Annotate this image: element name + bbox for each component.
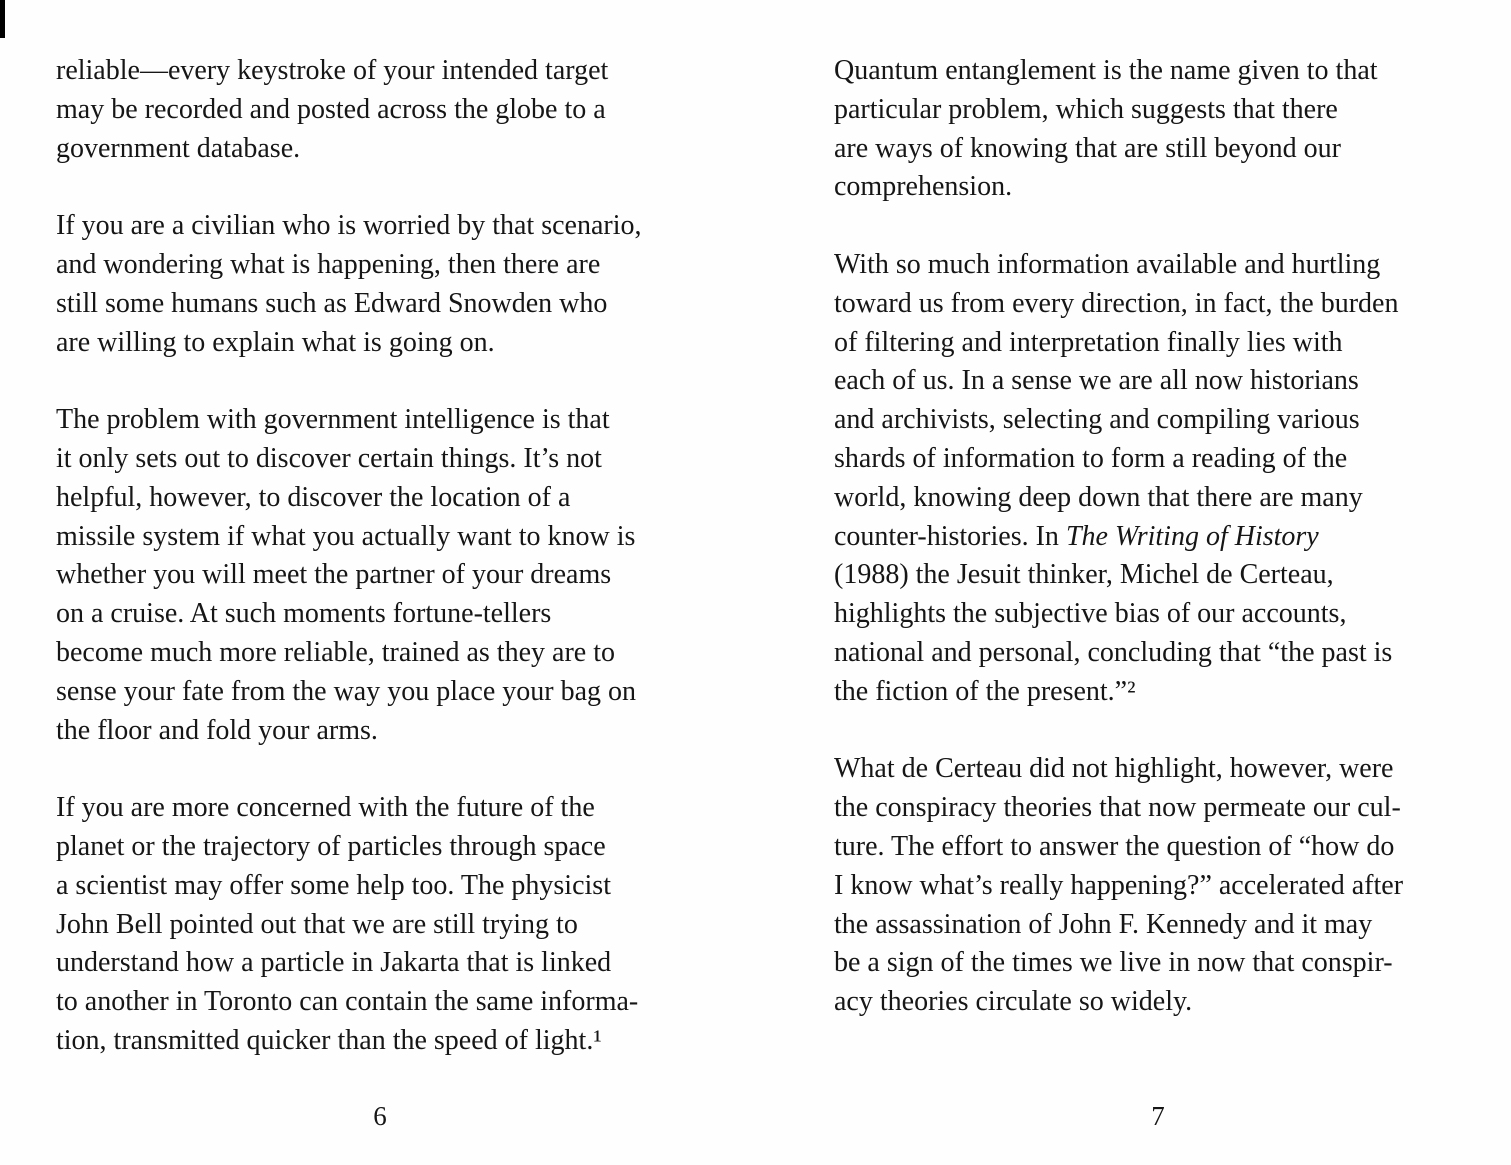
text-line: the assassination of John F. Kennedy and it may <box>834 908 1373 940</box>
text-line: John Bell pointed out that we are still trying to <box>56 908 578 940</box>
scan-edge-artifact <box>0 0 5 38</box>
page-right-text <box>834 52 1482 1022</box>
text-line: to another in Toronto can contain the same informa- <box>56 986 639 1018</box>
text-line: The problem with government intelligence is that <box>56 404 610 436</box>
text-line: Quantum entanglement is the name given to that <box>834 55 1378 86</box>
text-line: I know what’s really happening?” accelerated after <box>834 869 1404 901</box>
text-line: be a sign of the times we live in now that conspir- <box>834 947 1393 979</box>
paragraph <box>56 401 704 750</box>
text-line: ture. The effort to answer the question of “how do <box>834 830 1395 862</box>
page-right <box>834 52 1482 1132</box>
text-line: are ways of knowing that are still beyond our <box>834 132 1341 164</box>
text-line: shards of information to form a reading of the <box>834 442 1348 474</box>
text-line: the fiction of the present.”² <box>834 675 1136 707</box>
text-line: the floor and fold your arms. <box>56 714 378 746</box>
text-line: world, knowing deep down that there are many <box>834 481 1363 513</box>
text-line: the conspiracy theories that now permeate our cul- <box>834 792 1401 824</box>
paragraph <box>56 52 704 168</box>
text-line: on a cruise. At such moments fortune-tellers <box>56 598 552 630</box>
text-line: highlights the subjective bias of our accounts, <box>834 598 1347 630</box>
paragraph <box>834 246 1482 712</box>
paragraph <box>834 750 1482 1022</box>
page-number: 7 <box>1151 1101 1165 1131</box>
text-line: counter-histories. In The Writing of History <box>834 520 1319 552</box>
text-line: helpful, however, to discover the location of a <box>56 481 571 513</box>
text-line: tion, transmitted quicker than the speed of light.¹ <box>56 1024 602 1056</box>
text-line: of filtering and interpretation finally lies with <box>834 326 1343 358</box>
text-line: particular problem, which suggests that there <box>834 93 1338 125</box>
text-line: it only sets out to discover certain things. It’s not <box>56 442 602 474</box>
page-left <box>56 52 704 1132</box>
text-line: are willing to explain what is going on. <box>56 326 495 358</box>
text-line: toward us from every direction, in fact, the burden <box>834 287 1399 319</box>
text-line: What de Certeau did not highlight, however, were <box>834 753 1394 785</box>
text-line: whether you will meet the partner of your dreams <box>56 559 612 591</box>
page-left-text <box>56 52 704 1061</box>
text-line: and archivists, selecting and compiling various <box>834 404 1360 436</box>
text-line: If you are a civilian who is worried by that scenario, <box>56 210 642 242</box>
text-line: acy theories circulate so widely. <box>834 986 1193 1018</box>
text-line: become much more reliable, trained as they are to <box>56 636 615 668</box>
paragraph <box>834 52 1482 207</box>
text-line: sense your fate from the way you place your bag on <box>56 675 637 707</box>
text-line: If you are more concerned with the future of the <box>56 792 595 824</box>
paragraph <box>56 207 704 362</box>
page-number: 6 <box>373 1101 387 1131</box>
text-line: and wondering what is happening, then there are <box>56 248 601 280</box>
text-line: a scientist may offer some help too. The physicist <box>56 869 611 901</box>
paragraph <box>56 789 704 1061</box>
text-line: comprehension. <box>834 171 1013 203</box>
text-line: each of us. In a sense we are all now historians <box>834 365 1359 397</box>
text-line: missile system if what you actually want to know is <box>56 520 636 552</box>
text-line: reliable—every keystroke of your intended target <box>56 55 609 86</box>
text-line: (1988) the Jesuit thinker, Michel de Certeau, <box>834 559 1334 591</box>
text-line: planet or the trajectory of particles through space <box>56 830 606 862</box>
text-line: national and personal, concluding that “the past is <box>834 636 1393 668</box>
text-line: understand how a particle in Jakarta that is linked <box>56 947 612 979</box>
text-line: may be recorded and posted across the globe to a <box>56 93 606 125</box>
text-line: still some humans such as Edward Snowden who <box>56 287 608 319</box>
text-line: government database. <box>56 132 301 164</box>
text-line: With so much information available and hurtling <box>834 248 1381 280</box>
